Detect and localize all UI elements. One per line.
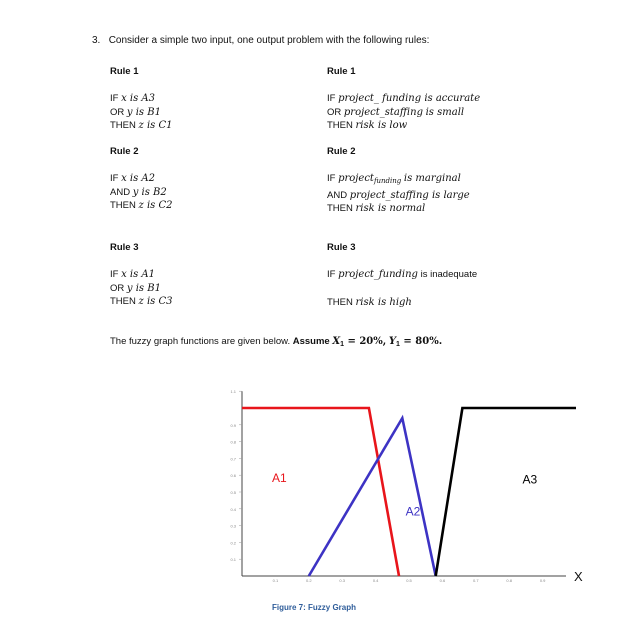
y-tick-label: 0.8 xyxy=(230,439,236,445)
question-prompt: Consider a simple two input, one output problem with the following rules: xyxy=(108,35,430,46)
left-rule-3-body: IF x is A1 OR y is B1 THEN z is C3 xyxy=(110,269,173,307)
y-tick-label: 0.2 xyxy=(230,540,236,546)
left-rule-1-body: IF x is A3 OR y is B1 THEN z is C1 xyxy=(110,93,173,131)
x-tick-label: 0.5 xyxy=(406,578,412,583)
left-rule-2-title: Rule 2 xyxy=(110,146,139,157)
left-rule-3-title: Rule 3 xyxy=(110,242,139,253)
y-tick-label: 0.9 xyxy=(230,422,236,428)
y-tick-label: 0.4 xyxy=(230,506,236,512)
right-rule-3-line-1: IF project_funding is inadequate xyxy=(327,269,478,280)
x-tick-label: 0.3 xyxy=(339,578,345,583)
series-labels xyxy=(272,471,538,519)
x-tick-label: 0.8 xyxy=(506,578,512,583)
right-rule-2-title: Rule 2 xyxy=(327,146,356,157)
figure-caption: Figure 7: Fuzzy Graph xyxy=(272,603,357,612)
y-tick-label: 0.1 xyxy=(230,557,236,563)
left-rule-1-title: Rule 1 xyxy=(110,66,139,77)
y-tick-label: 0.5 xyxy=(230,490,236,495)
series-a2-line xyxy=(309,418,436,576)
y-tick-label: 0.3 xyxy=(230,523,236,529)
x-tick-label: 0.1 xyxy=(272,578,279,583)
x-axis-label: X xyxy=(574,569,583,584)
membership-functions xyxy=(242,408,576,576)
question-number: 3. xyxy=(92,35,101,46)
label-a1: A1 xyxy=(272,470,287,485)
graph-intro-text: The fuzzy graph functions are given below. Assume $X_1 = 20\%$, $Y_1 = 80\%$. xyxy=(110,336,443,348)
x-tick-label: 0.6 xyxy=(439,578,446,583)
y-ticks xyxy=(230,389,242,562)
x-ticks xyxy=(273,578,547,583)
x-tick-label: 0.9 xyxy=(539,578,546,583)
y-tick-label: 0.7 xyxy=(230,456,236,462)
series-a3-line xyxy=(436,408,576,576)
left-rule-2-body: IF x is A2 AND y is B2 THEN z is C2 xyxy=(110,173,173,211)
label-a2: A2 xyxy=(405,504,421,519)
x-tick-label: 0.4 xyxy=(372,578,379,583)
right-rule-1-title: Rule 1 xyxy=(327,66,356,77)
y-tick-label: 1.1 xyxy=(230,389,236,395)
right-rule-3-line-2: THEN risk is high xyxy=(327,297,412,308)
right-rule-2-body: IF project$_{funding}$ is marginal AND project_staffing is large THEN risk is normal xyxy=(327,173,470,214)
label-a3: A3 xyxy=(522,472,538,487)
series-a1-line xyxy=(242,408,399,576)
y-tick-label: 0.6 xyxy=(230,473,236,479)
x-tick-label: 0.2 xyxy=(306,578,312,583)
x-tick-label: 0.7 xyxy=(473,578,479,583)
right-rule-3-title: Rule 3 xyxy=(327,242,356,253)
right-rule-1-body: IF project_ funding is accurate OR project_staffing is small THEN risk is low xyxy=(327,93,481,131)
